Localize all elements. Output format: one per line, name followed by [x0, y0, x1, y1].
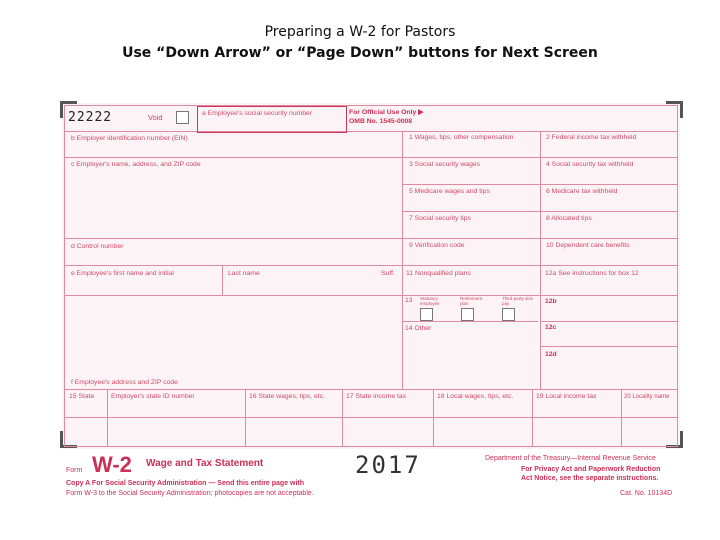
copy-a-line1: Copy A For Social Security Administration — Send this entire page with: [66, 480, 305, 487]
form-rule: [64, 131, 678, 132]
box9-label: 9 Verification code: [409, 242, 465, 249]
employee-address-label: f Employee's address and ZIP code: [71, 379, 178, 386]
form-divider: [433, 389, 434, 446]
box20-label: 20 Locality name: [624, 394, 670, 400]
box4-label: 4 Social security tax withheld: [546, 161, 634, 168]
void-checkbox[interactable]: [176, 111, 189, 124]
official-use-label: For Official Use Only ▶: [349, 109, 424, 116]
box19-label: 19 Local income tax: [536, 393, 597, 400]
void-label: Void: [148, 113, 163, 122]
box14-label: 14 Other: [405, 325, 432, 332]
form-divider: [245, 389, 246, 446]
form-rule: [64, 265, 678, 266]
control-number-label: d Control number: [71, 243, 124, 250]
third-party-sick-pay-label: Third-party sick pay: [502, 296, 533, 306]
box13-label: 13: [405, 297, 413, 304]
employee-last-name-label: Last name: [228, 270, 260, 277]
form-divider: [107, 389, 108, 446]
form-divider: [532, 389, 533, 446]
form-code: 22222: [68, 110, 113, 125]
employee-ssn-label: a Employee's social security number: [202, 110, 313, 117]
form-divider: [222, 265, 223, 295]
w2-title: W-2: [92, 452, 132, 477]
form-rule: [64, 295, 678, 296]
form-rule: [64, 417, 678, 418]
statutory-employee-label: Statutory employee: [420, 296, 440, 306]
box3-label: 3 Social security wages: [409, 161, 481, 168]
form-divider: [402, 131, 403, 389]
box7-label: 7 Social security tips: [409, 215, 471, 222]
form-border-right: [677, 105, 678, 446]
box11-label: 11 Nonqualified plans: [406, 270, 471, 277]
form-border-top: [64, 105, 678, 106]
form-rule: [64, 238, 678, 239]
box6-label: 6 Medicare tax withheld: [546, 188, 618, 195]
box1-label: 1 Wages, tips, other compensation: [409, 134, 514, 141]
form-word: Form: [66, 467, 83, 474]
form-divider: [621, 389, 622, 446]
box10-label: 10 Dependent care benefits: [546, 242, 630, 249]
box12a-label: 12a See instructions for box 12: [545, 270, 639, 277]
third-party-sick-pay-checkbox[interactable]: [502, 308, 515, 321]
form-title: Wage and Tax Statement: [146, 458, 264, 469]
box12c-label: 12c: [545, 324, 557, 331]
header-instructions: Use “Down Arrow” or “Page Down” buttons for Next Screen: [122, 45, 598, 61]
state-id-label: Employer's state ID number: [111, 393, 195, 400]
form-divider: [342, 389, 343, 446]
box8-label: 8 Allocated tips: [546, 215, 592, 222]
box12d-label: 12d: [545, 351, 557, 358]
box12b-label: 12b: [545, 298, 557, 305]
privacy-act-line2: Act Notice, see the separate instructions.: [521, 475, 659, 482]
box5-label: 5 Medicare wages and tips: [409, 188, 490, 195]
box16-label: 16 State wages, tips, etc.: [249, 393, 325, 400]
form-rule: [540, 321, 678, 322]
employer-ein-label: b Employer identification number (EIN): [71, 135, 188, 142]
form-divider: [540, 131, 541, 389]
employee-first-name-label: e Employee's first name and initial: [71, 270, 174, 277]
crop-mark: [666, 101, 683, 118]
retirement-plan-label: Retirement plan: [460, 296, 483, 306]
tax-year: 2017: [355, 451, 421, 479]
box18-label: 18 Local wages, tips, etc.: [437, 393, 514, 400]
catalog-number: Cat. No. 10134D: [620, 490, 673, 497]
suffix-label: Suff.: [381, 270, 395, 277]
form-rule: [402, 321, 538, 322]
form-rule: [64, 157, 678, 158]
treasury-dept: Department of the Treasury—Internal Revenue Service: [485, 455, 656, 462]
omb-number: OMB No. 1545-0008: [349, 118, 413, 125]
box17-label: 17 State income tax: [346, 393, 407, 400]
retirement-plan-checkbox[interactable]: [461, 308, 474, 321]
statutory-employee-checkbox[interactable]: [420, 308, 433, 321]
form-border-left: [64, 105, 65, 446]
privacy-act-line1: For Privacy Act and Paperwork Reduction: [521, 466, 661, 473]
form-rule: [64, 389, 678, 390]
employer-name-label: c Employer's name, address, and ZIP code: [71, 161, 201, 168]
box15-label: 15 State: [69, 393, 95, 400]
copy-a-line2: Form W-3 to the Social Security Administration; photocopies are not acceptable.: [66, 490, 314, 497]
form-border-bottom: [64, 446, 678, 447]
header-title: Preparing a W-2 for Pastors: [264, 24, 456, 40]
box2-label: 2 Federal income tax withheld: [546, 134, 637, 141]
form-rule: [540, 346, 678, 347]
